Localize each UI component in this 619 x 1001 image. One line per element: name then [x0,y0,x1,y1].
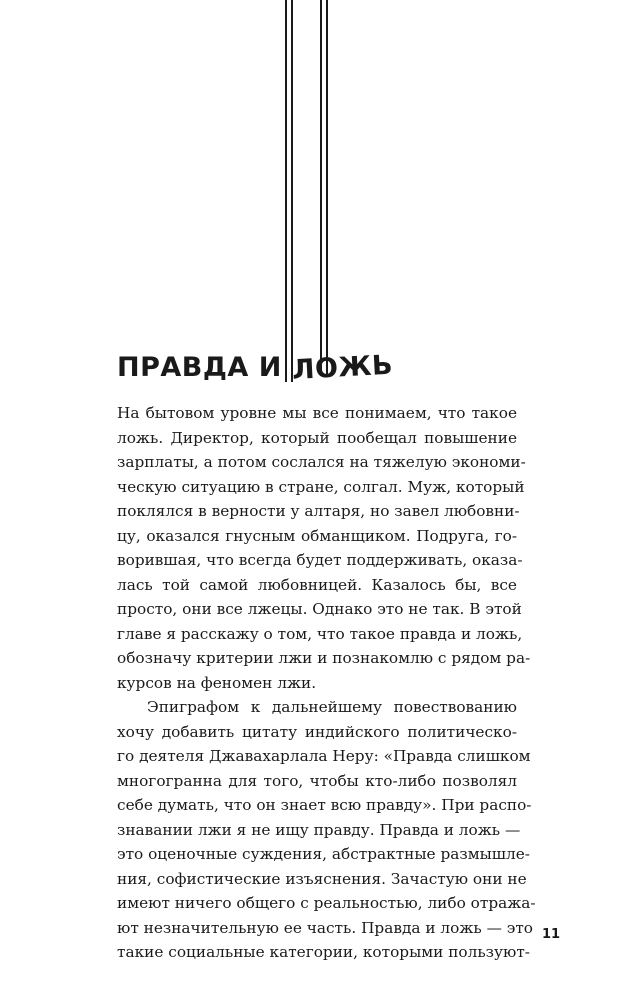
chapter-title-part1: ПРАВДА И [117,352,282,383]
text-line: просто, они все лжецы. Однако это не так. В этой [117,600,522,618]
text-line: цу, оказался гнусным обманщиком. Подруга, го- [117,526,517,545]
text-line: хочу добавить цитату индийского политическо- [117,722,517,741]
chapter-title [117,349,394,386]
text-line: главе я расскажу о том, что такое правда и ложь, [117,624,523,643]
text-line: имеют ничего общего с реальностью, либо отража- [117,894,536,912]
text-line: ложь. Директор, который пообещал повышение [117,428,517,447]
text-line: это оценочные суждения, абстрактные размышле- [117,845,530,863]
text-line: обозначу критерии лжи и познакомлю с рядом ра- [117,649,531,667]
text-line: знавании лжи я не ищу правду. Правда и ложь — [117,820,521,839]
text-line: Эпиграфом к дальнейшему повествованию [147,698,517,716]
decorative-hanging-line-left [285,0,293,382]
text-line: себе думать, что он знает всю правду». При распо- [117,796,532,814]
text-line: курсов на феномен лжи. [117,673,317,692]
text-line: такие социальные категории, которыми пользуют- [117,943,530,961]
page-number: 11 [542,927,561,942]
text-line: ния, софистические изъяснения. Зачастую они не [117,869,527,888]
text-line: На бытовом уровне мы все понимаем, что такое [117,404,517,422]
text-line: лась той самой любовницей. Казалось бы, все [117,575,517,594]
text-line: го деятеля Джавахарлала Неру: «Правда слишком [117,747,531,765]
text-line: ворившая, что всегда будет поддерживать, оказа- [117,551,523,569]
chapter-title-part2: ЛОЖЬ [291,349,394,386]
chapter-body [117,401,536,965]
text-line: зарплаты, а потом сослался на тяжелую экономи- [117,453,526,471]
text-line: ческую ситуацию в стране, солгал. Муж, который [117,477,525,496]
text-line: ют незначительную ее часть. Правда и ложь — это [117,918,533,937]
decorative-hanging-line-right [320,0,328,376]
text-line: многогранна для того, чтобы кто-либо позволял [117,771,517,790]
text-line: поклялся в верности у алтаря, но завел любовни- [117,502,520,520]
